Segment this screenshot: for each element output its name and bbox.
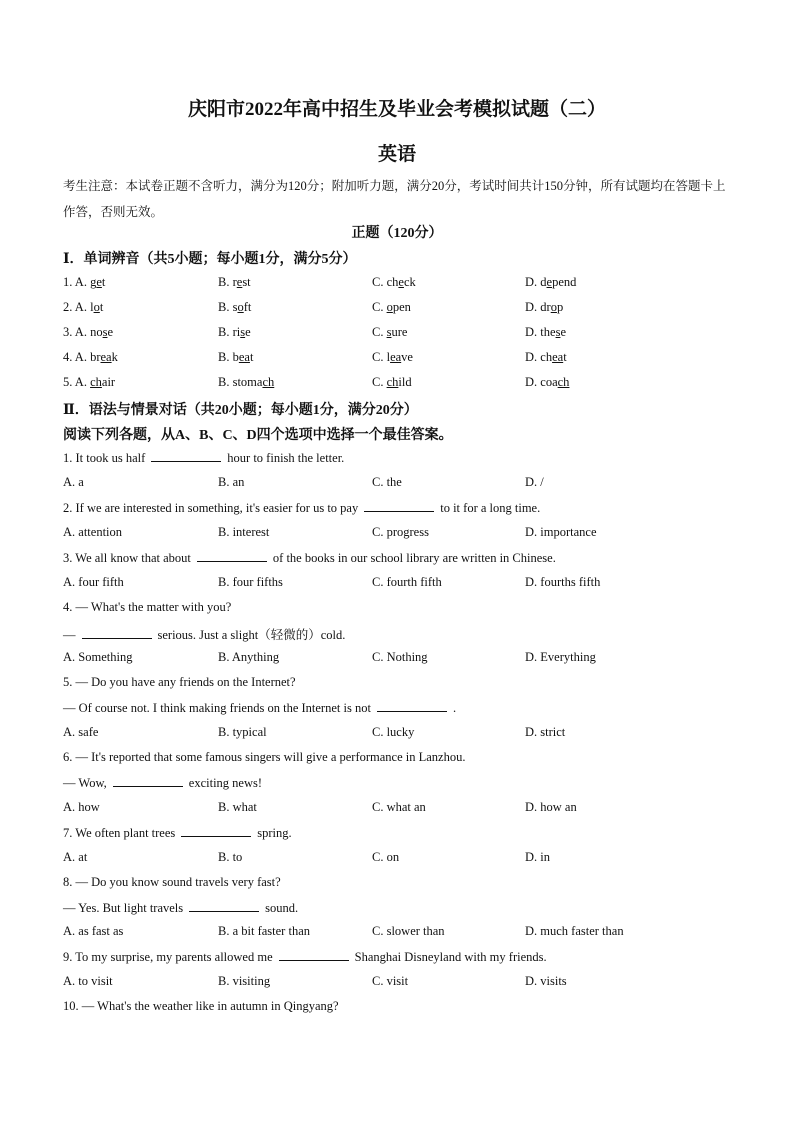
option-c: C. the xyxy=(372,475,402,489)
underlined-sound: e xyxy=(96,275,102,289)
underlined-sound: s xyxy=(555,325,561,339)
option-c: C. slower than xyxy=(372,924,445,938)
option-a: 1. A. get xyxy=(63,275,106,289)
underlined-sound: s xyxy=(240,325,246,339)
question-4-response: — serious. Just a slight（轻微的）cold. xyxy=(63,628,346,642)
option-c: C. child xyxy=(372,375,412,389)
option-a: A. safe xyxy=(63,725,99,739)
underlined-sound: o xyxy=(237,300,244,314)
question-8-options xyxy=(63,924,743,944)
option-b: B. to xyxy=(218,850,243,864)
section1-question-2 xyxy=(63,300,743,320)
option-d: D. how an xyxy=(525,800,577,814)
underlined-sound: ea xyxy=(100,350,112,364)
option-d: D. coach xyxy=(525,375,570,389)
question-2-options xyxy=(63,525,743,545)
option-d: D. depend xyxy=(525,275,577,289)
option-d: D. fourths fifth xyxy=(525,575,601,589)
answer-blank xyxy=(82,627,152,639)
option-b: B. what xyxy=(218,800,257,814)
answer-blank xyxy=(364,500,434,512)
section1-question-3 xyxy=(63,325,743,345)
option-a: A. how xyxy=(63,800,100,814)
option-d: D. much faster than xyxy=(525,924,624,938)
question-6-stem: 6. — It's reported that some famous singers will give a performance in Lanzhou. xyxy=(63,750,466,764)
option-d: D. / xyxy=(525,475,544,489)
subject-title: 英语 xyxy=(377,144,416,165)
underlined-sound: s xyxy=(386,325,392,339)
option-c: C. on xyxy=(372,850,400,864)
option-a: 2. A. lot xyxy=(63,300,104,314)
question-5-options xyxy=(63,725,743,745)
exam-title: 庆阳市2022年高中招生及毕业会考模拟试题（二） xyxy=(187,99,606,120)
option-c: C. lucky xyxy=(372,725,415,739)
option-a: A. Something xyxy=(63,650,133,664)
option-c: C. fourth fifth xyxy=(372,575,442,589)
option-d: D. visits xyxy=(525,974,567,988)
question-1-stem: 1. It took us half hour to finish the letter. xyxy=(63,451,345,465)
underlined-sound: s xyxy=(102,325,108,339)
question-6-response: — Wow, exciting news! xyxy=(63,776,263,790)
question-2-stem: 2. If we are interested in something, it's easier for us to pay to it for a long time. xyxy=(63,501,541,515)
section1-question-5 xyxy=(63,375,743,395)
option-d: D. drop xyxy=(525,300,564,314)
option-b: B. rest xyxy=(218,275,251,289)
option-d: D. Everything xyxy=(525,650,596,664)
underlined-sound: e xyxy=(546,275,553,289)
underlined-sound: ch xyxy=(262,375,275,389)
section1-heading: Ⅰ．单词辨音（共5小题；每小题1分，满分5分） xyxy=(63,252,357,267)
option-b: B. stomach xyxy=(218,375,275,389)
option-a: 4. A. break xyxy=(63,350,118,364)
underlined-sound: e xyxy=(398,275,404,289)
question-9-options xyxy=(63,974,743,994)
question-7-stem: 7. We often plant trees spring. xyxy=(63,826,292,840)
answer-blank xyxy=(151,450,221,462)
option-b: B. four fifths xyxy=(218,575,283,589)
option-d: D. cheat xyxy=(525,350,567,364)
answer-blank xyxy=(279,949,349,961)
answer-blank xyxy=(197,550,267,562)
section1-question-4 xyxy=(63,350,743,370)
option-c: C. progress xyxy=(372,525,429,539)
option-a: A. attention xyxy=(63,525,123,539)
underlined-sound: ch xyxy=(557,375,570,389)
question-9-stem: 9. To my surprise, my parents allowed me Shanghai Disneyland with my friends. xyxy=(63,950,547,964)
question-8-response: — Yes. But light travels sound. xyxy=(63,901,299,915)
underlined-sound: o xyxy=(93,300,100,314)
option-b: B. interest xyxy=(218,525,270,539)
underlined-sound: ea xyxy=(390,350,402,364)
option-a: A. four fifth xyxy=(63,575,124,589)
option-d: D. importance xyxy=(525,525,597,539)
option-b: B. Anything xyxy=(218,650,280,664)
option-b: B. typical xyxy=(218,725,267,739)
option-a: A. as fast as xyxy=(63,924,124,938)
option-a: A. at xyxy=(63,850,88,864)
option-c: C. leave xyxy=(372,350,413,364)
underlined-sound: ch xyxy=(90,375,102,389)
question-8-stem: 8. — Do you know sound travels very fast? xyxy=(63,875,281,889)
answer-blank xyxy=(377,700,447,712)
option-c: C. sure xyxy=(372,325,408,339)
question-10-stem: 10. — What's the weather like in autumn in Qingyang? xyxy=(63,999,339,1013)
exam-notice: 考生注意：本试卷正题不含听力，满分为120分；附加听力题，满分20分，考试时间共计150分钟，所有试题均在答题卡上作答，否则无效。 xyxy=(63,179,726,219)
option-d: D. strict xyxy=(525,725,566,739)
underlined-sound: ea xyxy=(238,350,250,364)
section2-instruction: 阅读下列各题，从A、B、C、D四个选项中选择一个最佳答案。 xyxy=(63,428,453,443)
option-c: C. check xyxy=(372,275,416,289)
underlined-sound: ea xyxy=(552,350,564,364)
question-3-options xyxy=(63,575,743,595)
question-4-stem: 4. — What's the matter with you? xyxy=(63,600,232,614)
option-c: C. open xyxy=(372,300,411,314)
section2-heading: Ⅱ．语法与情景对话（共20小题；每小题1分，满分20分） xyxy=(63,403,418,418)
underlined-sound: o xyxy=(550,300,557,314)
option-c: C. what an xyxy=(372,800,426,814)
question-4-options xyxy=(63,650,743,670)
question-5-stem: 5. — Do you have any friends on the Internet? xyxy=(63,675,296,689)
option-d: D. these xyxy=(525,325,566,339)
option-b: B. soft xyxy=(218,300,252,314)
option-a: A. to visit xyxy=(63,974,113,988)
question-7-options xyxy=(63,850,743,870)
answer-blank xyxy=(181,825,251,837)
main-heading: 正题（120分） xyxy=(351,226,443,241)
option-b: B. rise xyxy=(218,325,251,339)
option-b: B. beat xyxy=(218,350,254,364)
answer-blank xyxy=(113,775,183,787)
question-6-options xyxy=(63,800,743,820)
option-c: C. visit xyxy=(372,974,409,988)
question-1-options xyxy=(63,475,743,495)
option-b: B. visiting xyxy=(218,974,271,988)
option-a: 5. A. chair xyxy=(63,375,116,389)
underlined-sound: ch xyxy=(386,375,399,389)
option-b: B. an xyxy=(218,475,245,489)
section1-question-1 xyxy=(63,275,743,295)
answer-blank xyxy=(189,900,259,912)
option-b: B. a bit faster than xyxy=(218,924,310,938)
question-5-response: — Of course not. I think making friends on the Internet is not . xyxy=(63,701,457,715)
option-d: D. in xyxy=(525,850,550,864)
option-a: 3. A. nose xyxy=(63,325,114,339)
question-3-stem: 3. We all know that about of the books in our school library are written in Chinese. xyxy=(63,551,556,565)
option-c: C. Nothing xyxy=(372,650,428,664)
underlined-sound: o xyxy=(386,300,393,314)
option-a: A. a xyxy=(63,475,84,489)
underlined-sound: e xyxy=(236,275,243,289)
